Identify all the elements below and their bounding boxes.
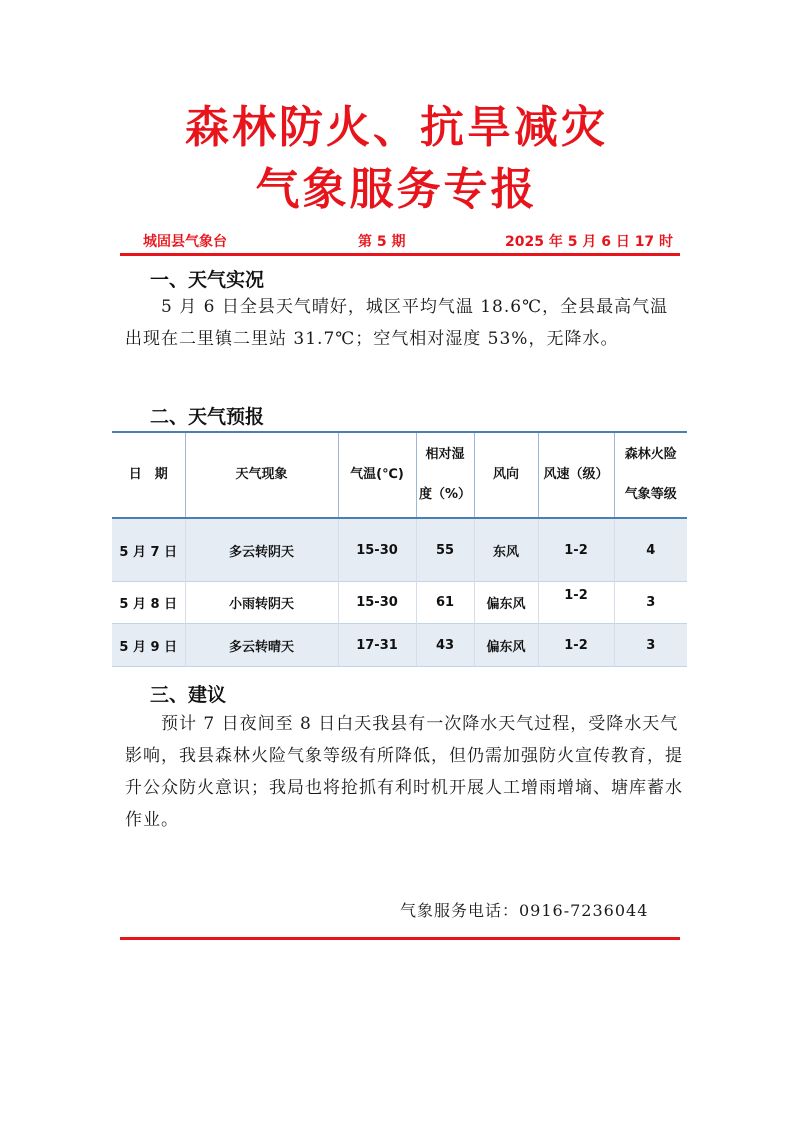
forecast-table <box>112 431 687 667</box>
cell-temp: 15-30 <box>338 582 416 624</box>
issue-number: 第 5 期 <box>358 234 406 250</box>
contact-phone: 气象服务电话：0916-7236044 <box>400 901 649 920</box>
table-row <box>112 624 687 667</box>
header-wind-dir: 风向 <box>474 432 538 518</box>
cell-wind-speed <box>538 582 614 624</box>
report-title-line2: 气象服务专报 <box>255 164 538 215</box>
cell-weather: 多云转晴天 <box>185 624 338 667</box>
issue-datetime: 2025 年 5 月 6 日 17 时 <box>505 234 674 250</box>
cell-weather: 多云转阴天 <box>185 518 338 582</box>
header-weather: 天气现象 <box>185 432 338 518</box>
cell-fire-level: 3 <box>614 582 687 624</box>
cell-humidity: 43 <box>416 624 474 667</box>
footer-divider <box>120 937 680 940</box>
section1-heading: 一、天气实况 <box>150 269 265 291</box>
cell-weather: 小雨转阴天 <box>185 582 338 624</box>
cell-fire-level: 3 <box>614 624 687 667</box>
forecast-header-row <box>112 432 687 518</box>
section3-heading: 三、建议 <box>150 684 227 706</box>
section2-heading: 二、天气预报 <box>150 406 265 428</box>
cell-wind-dir: 东风 <box>474 518 538 582</box>
header-date: 日 期 <box>112 432 185 518</box>
cell-wind-dir: 偏东风 <box>474 582 538 624</box>
cell-wind-speed: 1-2 <box>538 518 614 582</box>
observation-paragraph: 5 月 6 日全县天气晴好，城区平均气温 18.6℃，全县最高气温出现在二里镇二里站 31.7℃；空气相对湿度 53%，无降水。 <box>125 297 669 349</box>
header-humidity-line2: 度（%） <box>418 487 472 502</box>
cell-humidity: 61 <box>416 582 474 624</box>
cell-temp: 15-30 <box>338 518 416 582</box>
header-humidity-line1: 相对湿 <box>425 447 465 462</box>
cell-wind-dir: 偏东风 <box>474 624 538 667</box>
cell-date: 5 月 9 日 <box>112 624 185 667</box>
cell-fire-level: 4 <box>614 518 687 582</box>
cell-wind-speed: 1-2 <box>538 624 614 667</box>
header-wind-speed: 风速（级） <box>538 432 614 518</box>
header-fire-line1: 森林火险 <box>624 447 677 462</box>
cell-wind-speed-value: 1-2 <box>564 588 588 603</box>
cell-date: 5 月 8 日 <box>112 582 185 624</box>
table-row <box>112 518 687 582</box>
report-title-line1: 森林防火、抗旱减灾 <box>185 102 608 153</box>
cell-humidity: 55 <box>416 518 474 582</box>
advice-paragraph: 预计 7 日夜间至 8 日白天我县有一次降水天气过程，受降水天气影响，我县森林火险气象等级有所降低，但仍需加强防火宣传教育，提升公众防火意识；我局也将抢抓有利时机开展人工增雨增墒、塘库蓄水作业。 <box>125 714 683 830</box>
cell-temp: 17-31 <box>338 624 416 667</box>
agency-name: 城固县气象台 <box>143 234 227 250</box>
header-temp: 气温(℃) <box>338 432 416 518</box>
header-divider <box>120 253 680 256</box>
cell-date: 5 月 7 日 <box>112 518 185 582</box>
table-row <box>112 582 687 624</box>
header-fire-line2: 气象等级 <box>624 487 677 502</box>
header-fire-level <box>614 432 687 518</box>
header-humidity <box>416 432 474 518</box>
